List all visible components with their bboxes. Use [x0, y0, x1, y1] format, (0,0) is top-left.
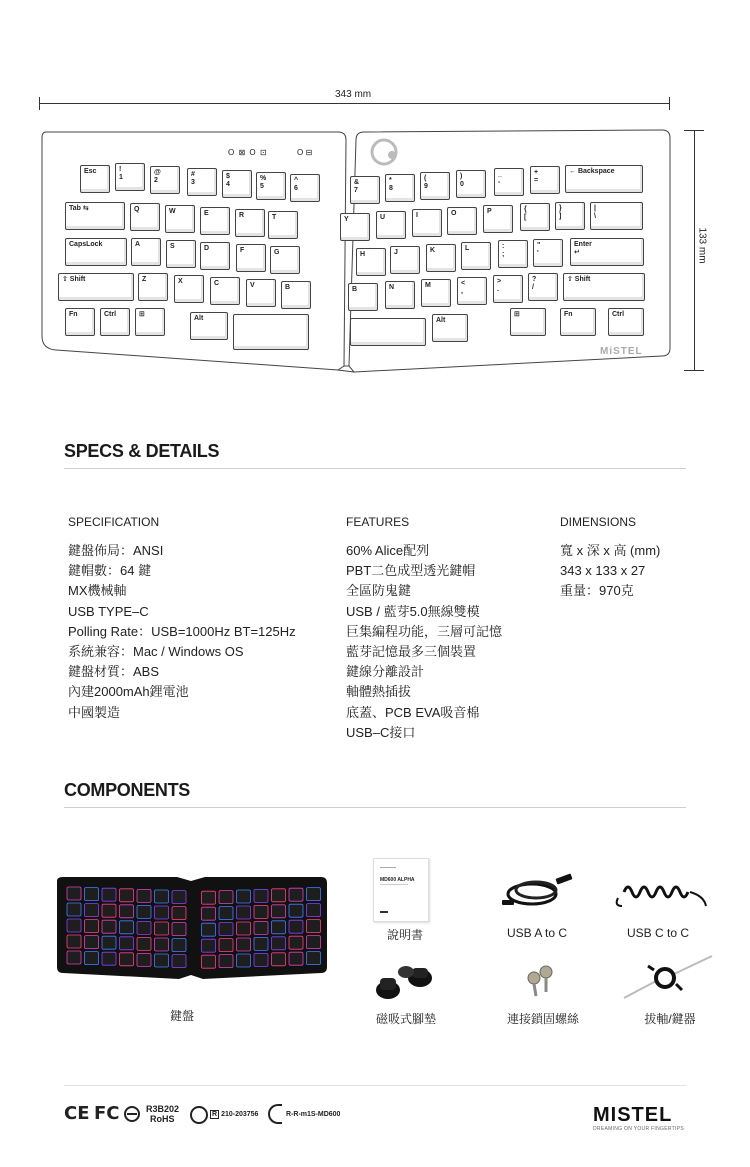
keycap-backlit [237, 922, 251, 935]
keycap-backlit [254, 921, 268, 934]
keycap-backlit [307, 888, 321, 901]
keycap-backlit [120, 953, 134, 966]
keycap-backlit [307, 952, 321, 965]
height-tick-top [684, 130, 704, 131]
height-tick-bottom [684, 370, 704, 371]
features-heading: FEATURES [346, 515, 410, 529]
key-8: * 8 [385, 174, 415, 202]
keycap-backlit [272, 905, 286, 918]
circle-mark-icon [124, 1106, 140, 1122]
keycap-backlit [219, 955, 233, 968]
width-tick-right [669, 97, 670, 110]
usb-a-to-c-cable [498, 872, 576, 912]
rohs-block [146, 1104, 179, 1124]
keycap-backlit [67, 935, 81, 948]
key-esc: Esc [80, 165, 110, 193]
indicator-led-icon: O [228, 148, 236, 157]
keycap-backlit [120, 905, 134, 918]
keycap-backlit [202, 907, 216, 920]
keycap-backlit [67, 903, 81, 916]
keycap-backlit [102, 888, 116, 901]
keycap-backlit [155, 938, 169, 951]
feature-item: 底蓋、PCB EVA吸音棉 [346, 704, 480, 720]
keycap-backlit [202, 955, 216, 968]
mistel-logo: MISTEL [593, 1104, 673, 1126]
rohs-text: RoHS [150, 1114, 175, 1124]
keycap-backlit [155, 890, 169, 903]
cert1-icon: R [212, 1111, 218, 1118]
key-ctrl-right: Ctrl [608, 308, 644, 336]
feature-item: 60% Alice配列 [346, 543, 430, 558]
key-v: V [246, 279, 276, 307]
keycap-backlit [155, 906, 169, 919]
key-1: ! 1 [115, 163, 145, 191]
key-4: $ 4 [222, 170, 252, 198]
key-9: ( 9 [420, 172, 450, 200]
key-ctrl-left: Ctrl [100, 308, 130, 336]
key-y: Y [340, 213, 370, 241]
keycap-backlit [219, 907, 233, 920]
usb-a-to-c-label: USB A to C [506, 926, 568, 940]
key-f: F [236, 244, 266, 272]
feature-item: 巨集編程功能，三層可記憶 [346, 623, 503, 639]
r3b202-text: R3B202 [146, 1104, 180, 1114]
keycap-backlit [202, 939, 216, 952]
key-fn-right: Fn [560, 308, 596, 336]
keycap-backlit [85, 920, 99, 933]
specification-heading: SPECIFICATION [68, 515, 160, 529]
dimensions-list [560, 541, 660, 602]
dimension-item: 寬 x 深 x 高 (mm) [560, 543, 661, 558]
width-tick-left [39, 97, 40, 110]
key-w: W [165, 205, 195, 233]
feature-item: 軸體熱插拔 [346, 684, 412, 700]
key-k: K [426, 244, 456, 272]
key-period: > . [493, 275, 523, 303]
key-comma: < , [457, 277, 487, 305]
keycap-backlit [155, 922, 169, 935]
key-b-right: B [348, 283, 378, 311]
key-p: P [483, 205, 513, 233]
spec-item: USB TYPE–C [68, 603, 149, 619]
keycap-backlit [254, 953, 268, 966]
keycap-backlit [172, 955, 186, 968]
feature-item: USB–C接口 [346, 724, 416, 740]
key-capslock: CapsLock [65, 238, 127, 266]
keycap-backlit [237, 938, 251, 951]
spec-item: 鍵盤佈局：ANSI [68, 543, 164, 558]
cert2-text: R-R-m1S-MD600 [286, 1111, 341, 1118]
keycap-backlit [67, 887, 81, 900]
indicator-led-icon: O [249, 148, 257, 157]
key-l: L [461, 242, 491, 270]
indicator-box-icon: ⊠ [238, 148, 247, 157]
key-7: & 7 [350, 176, 380, 204]
keyboard-label: 鍵盤 [169, 1009, 194, 1023]
keycap-backlit [202, 891, 216, 904]
indicator-box-icon: ⊟ [305, 148, 313, 157]
feature-item: USB / 藍芽5.0無線雙模 [346, 603, 480, 619]
width-dimension-line [39, 103, 669, 104]
brand-mark-drawing: MiSTEL [600, 346, 643, 357]
key-3: # 3 [187, 168, 217, 196]
keycap-backlit [289, 904, 303, 917]
key-i: I [412, 209, 442, 237]
key-space-right [350, 318, 426, 346]
footer-divider [64, 1085, 686, 1086]
keycap-backlit [102, 920, 116, 933]
key-a: A [131, 238, 161, 266]
key-equal: + = [530, 166, 560, 194]
usb-c-to-c-label: USB C to C [626, 926, 689, 940]
key-6: ^ 6 [290, 174, 320, 202]
key-r: R [235, 209, 265, 237]
manual-booklet [373, 858, 429, 922]
keycap-backlit [137, 905, 151, 918]
key-quote: " ' [533, 239, 563, 267]
key-slash: ? / [528, 273, 558, 301]
keycap-backlit [289, 936, 303, 949]
key-right-shift: ⇧ Shift [563, 273, 645, 301]
key-b-left: B [281, 281, 311, 309]
key-c: C [210, 277, 240, 305]
keycap-backlit [219, 891, 233, 904]
magnetic-feet-label: 磁吸式腳墊 [375, 1012, 436, 1026]
keycap-backlit [137, 921, 151, 934]
keycap-backlit [120, 889, 134, 902]
keycap-backlit [137, 889, 151, 902]
manual-mark-icon [380, 911, 388, 913]
manual-line [380, 867, 396, 868]
key-backspace: ← Backspace [565, 165, 643, 193]
dimensions-heading: DIMENSIONS [560, 515, 637, 529]
key-h: H [356, 248, 386, 276]
spec-item: 中國製造 [68, 704, 121, 720]
keycap-backlit [272, 921, 286, 934]
keycap-backlit [202, 923, 216, 936]
indicator-icons [228, 148, 268, 157]
key-0: ) 0 [456, 170, 486, 198]
keycap-backlit [172, 891, 186, 904]
key-left-shift: ⇧ Shift [58, 273, 134, 301]
specs-title: SPECS & DETAILS [64, 441, 220, 461]
key-tab: Tab ⇆ [65, 202, 125, 230]
magnetic-feet [370, 962, 442, 1002]
key-j: J [390, 246, 420, 274]
indicator-icons-right [297, 148, 312, 157]
keycap-backlit [172, 939, 186, 952]
specification-list [68, 541, 296, 723]
manual-label: 說明書 [386, 928, 423, 942]
manual-line [380, 884, 408, 885]
spec-item: Polling Rate：USB=1000Hz BT=125Hz [68, 623, 296, 639]
key-u: U [376, 211, 406, 239]
features-list [346, 541, 502, 743]
key-fn-left: Fn [65, 308, 95, 336]
feature-item: PBT二色成型透光鍵帽 [346, 563, 476, 579]
usb-c-to-c-cable [614, 872, 710, 912]
key-m: M [421, 279, 451, 307]
key-q: Q [130, 203, 160, 231]
keycap-backlit [67, 951, 81, 964]
spec-item: 鍵帽數：64 鍵 [68, 563, 152, 579]
keycap-backlit [272, 937, 286, 950]
key-t: T [268, 211, 298, 239]
keycap-backlit [289, 920, 303, 933]
keycap-backlit [85, 904, 99, 917]
key-z: Z [138, 273, 168, 301]
keycap-backlit [102, 952, 116, 965]
components-divider [64, 807, 686, 808]
components-title: COMPONENTS [64, 780, 191, 800]
keycap-backlit [289, 888, 303, 901]
key-e: E [200, 207, 230, 235]
screws [522, 964, 560, 998]
keycap-backlit [254, 905, 268, 918]
keycap-backlit [85, 952, 99, 965]
puller-label: 拔軸/鍵器 [644, 1012, 696, 1026]
keyboard-photo [53, 875, 331, 979]
keycap-backlit [237, 906, 251, 919]
keycap-backlit [67, 919, 81, 932]
keycap-backlit [219, 939, 233, 952]
dimension-item: 重量：970克 [560, 583, 634, 599]
keycap-backlit [155, 954, 169, 967]
ce-mark: CE [64, 1103, 90, 1124]
key-win-left: ⊞ [135, 308, 165, 336]
key-o: O [447, 207, 477, 235]
key-left-bracket: { [ [520, 203, 550, 231]
keycap-backlit [307, 920, 321, 933]
height-dimension-line [694, 130, 695, 370]
keycap-backlit [219, 923, 233, 936]
feature-item: 鍵線分離設計 [346, 664, 425, 680]
keycap-backlit [307, 904, 321, 917]
keycap-backlit [272, 953, 286, 966]
spec-item: 內建2000mAh鋰電池 [68, 684, 189, 700]
feature-item: 全區防鬼鍵 [346, 583, 412, 599]
key-s: S [166, 240, 196, 268]
keycap-backlit [272, 889, 286, 902]
key-d: D [200, 242, 230, 270]
key-backslash: | \ [590, 202, 643, 230]
height-label: 133 mm [696, 227, 708, 264]
key-win-right: ⊞ [510, 308, 546, 336]
key-x: X [174, 275, 204, 303]
keycap-backlit [172, 907, 186, 920]
indicator-box-icon: ⊡ [259, 148, 268, 157]
spec-item: MX機械軸 [68, 583, 127, 599]
mistel-tagline: DREAMING ON YOUR FINGERTIPS [593, 1126, 684, 1132]
indicator-led-icon: O [297, 148, 304, 157]
width-label: 343 mm [335, 89, 372, 100]
keycap-backlit [137, 953, 151, 966]
specs-divider [64, 468, 686, 469]
key-alt-right: Alt [432, 314, 468, 342]
screws-label: 連接鎖固螺絲 [506, 1012, 579, 1026]
fc-mark: FC [94, 1103, 120, 1124]
keycap-backlit [237, 954, 251, 967]
keycap-backlit [120, 921, 134, 934]
key-space-left [233, 314, 309, 350]
key-switch-puller [618, 952, 718, 1004]
keycap-backlit [289, 952, 303, 965]
keycap-backlit [120, 937, 134, 950]
key-g: G [270, 246, 300, 274]
keycap-backlit [307, 936, 321, 949]
keycap-backlit [137, 937, 151, 950]
keycap-backlit [254, 937, 268, 950]
cert1-text: R 210-203756 [212, 1111, 259, 1118]
feature-item: 藍芽記憶最多三個裝置 [346, 644, 477, 660]
keycap-backlit [102, 904, 116, 917]
key-n: N [385, 281, 415, 309]
key-minus: _ - [494, 168, 524, 196]
keycap-backlit [85, 888, 99, 901]
ncc-icon [190, 1106, 208, 1124]
keycap-backlit [85, 936, 99, 949]
key-right-bracket: } ] [555, 202, 585, 230]
kc-icon [268, 1104, 282, 1124]
keycap-backlit [254, 889, 268, 902]
spec-item: 系統兼容：Mac / Windows OS [68, 644, 244, 660]
dimension-item: 343 x 133 x 27 [560, 563, 646, 579]
spec-item: 鍵盤材質：ABS [68, 664, 160, 680]
keycap-backlit [102, 936, 116, 949]
keycap-backlit [237, 890, 251, 903]
key-alt-left: Alt [190, 312, 228, 340]
key-enter: Enter ↵ [570, 238, 644, 266]
key-5: % 5 [256, 172, 286, 200]
manual-title: MD600 ALPHA [380, 877, 415, 883]
key-semicolon: : ; [498, 240, 528, 268]
keycap-backlit [172, 923, 186, 936]
key-2: @ 2 [150, 166, 180, 194]
